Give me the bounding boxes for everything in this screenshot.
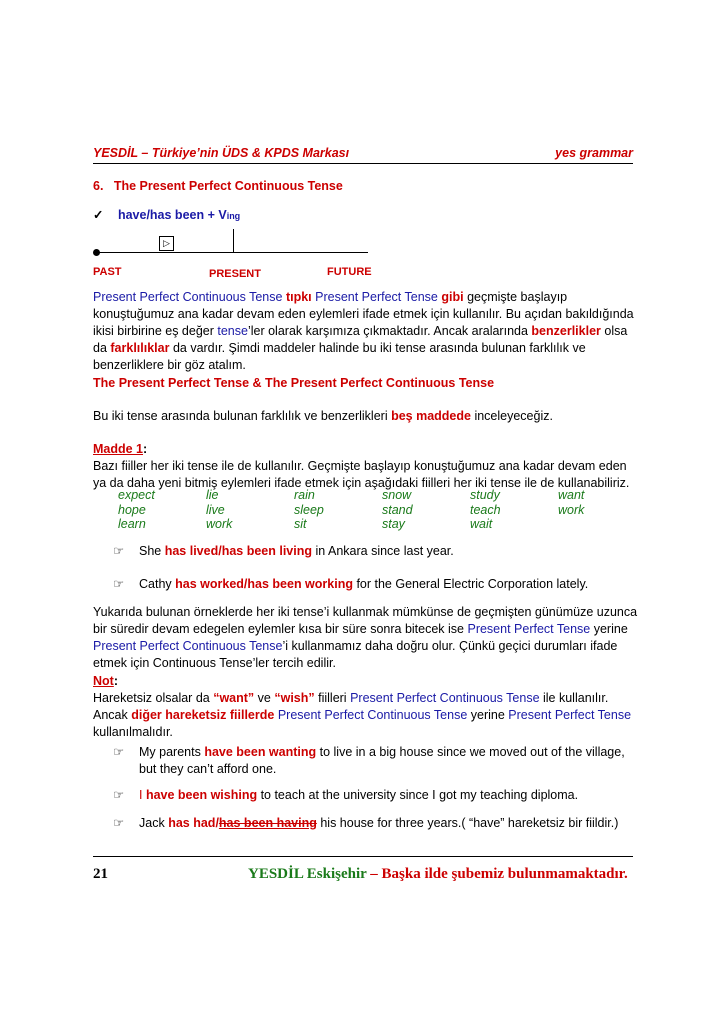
note-text: fiilleri bbox=[314, 691, 351, 705]
verb-cell: learn bbox=[118, 517, 146, 531]
compare-intro bbox=[93, 408, 638, 425]
example-text: for the General Electric Corporation lately. bbox=[352, 577, 589, 591]
footer-rule bbox=[93, 856, 633, 857]
pointing-hand-icon: ☞ bbox=[113, 816, 125, 830]
header-right-label: yes grammar bbox=[555, 146, 633, 160]
example-verb-highlight: have been wishing bbox=[145, 788, 258, 802]
note-text: kullanılmalıdır. bbox=[93, 725, 173, 739]
example-parents-wanting bbox=[113, 744, 633, 778]
verb-cell: sleep bbox=[294, 502, 324, 517]
header-brand: YESDİL bbox=[93, 146, 138, 160]
compare-intro-highlight: beş maddede bbox=[391, 409, 471, 423]
verb-cell: work bbox=[206, 517, 233, 531]
verb-cell: rain bbox=[294, 488, 315, 502]
note-text: yerine bbox=[467, 708, 509, 722]
intro-word-gibi: gibi bbox=[437, 290, 464, 304]
intro-word-tipki: tıpkı bbox=[282, 290, 316, 304]
intro-text-1: geçmişte başlayıp konuştuğumuz ana kadar devam eden eylemleri ifade etmek için kullanılır. Bu açıdan bakıldığında ikisi birbirine eş değer bbox=[93, 290, 634, 338]
section-number: 6. bbox=[93, 179, 104, 193]
explanation-term-ppt: Present Perfect Tense bbox=[467, 622, 591, 636]
explanation-text-3: ’i kullanmamız daha doğru olur. Çünkü geçici durumları ifade etmek için Continuous Tense’ler tercih edilir. bbox=[93, 639, 618, 670]
verb-cell: wait bbox=[470, 517, 493, 531]
example-verb-highlight: has had bbox=[168, 816, 216, 830]
intro-term-tense: tense bbox=[217, 324, 248, 338]
verb-row bbox=[118, 503, 638, 518]
verb-row bbox=[118, 488, 638, 503]
formula-line bbox=[93, 207, 240, 222]
note-label: Not bbox=[93, 674, 114, 688]
verb-table bbox=[118, 488, 638, 532]
example-cathy-worked bbox=[113, 576, 633, 593]
example-text: I bbox=[139, 788, 146, 802]
example-verb-highlight: has worked/has been working bbox=[175, 577, 353, 591]
explanation-text-2: yerine bbox=[590, 622, 628, 636]
verb-cell: stand bbox=[382, 502, 413, 517]
compare-title: The Present Perfect Tense & The Present Perfect Continuous Tense bbox=[93, 376, 495, 390]
example-verb-struck: has been having bbox=[218, 816, 317, 830]
header-tagline: – Türkiye’nin ÜDS & KPDS Markası bbox=[137, 146, 350, 160]
intro-text-3: olsa da bbox=[93, 324, 628, 355]
note-term-ppt: Present Perfect Tense bbox=[508, 708, 632, 722]
checkmark-icon: ✓ bbox=[93, 208, 104, 222]
madde-1-text: Bazı fiiller her iki tense ile de kullanılır. Geçmişte başlayıp konuştuğumuz ana kadar devam eden ya da daha yeni bitmiş eylemleri ifade etmek için aşağıdaki fiilleri her iki tense ile de kullanabiliriz. bbox=[93, 459, 630, 490]
explanation-text-1: Yukarıda bulunan örneklerde her iki tense’i kullanmak mümkünse de geçmişten günümüze uzunca bir süredir devam edegelen eylemler kısa bir süre sonra bitecek ise bbox=[93, 605, 638, 636]
timeline-present-label: PRESENT bbox=[209, 268, 261, 280]
page-header bbox=[93, 146, 633, 160]
intro-word-farkliliklar: farklılıklar bbox=[110, 341, 170, 355]
example-verb-highlight: has lived/has been living bbox=[164, 544, 312, 558]
verb-cell: sit bbox=[294, 517, 307, 531]
timeline-past-label: PAST bbox=[93, 266, 122, 278]
formula-subscript: ing bbox=[226, 211, 241, 221]
verb-cell: teach bbox=[470, 502, 501, 517]
note-block bbox=[93, 673, 638, 741]
note-highlight: diğer hareketsiz fiillerde bbox=[131, 708, 275, 722]
page-number: 21 bbox=[93, 866, 108, 882]
compare-intro-text-2: inceleyeceğiz. bbox=[470, 409, 553, 423]
intro-term-ppt: Present Perfect Tense bbox=[315, 290, 438, 304]
timeline-diagram bbox=[93, 226, 383, 286]
example-text: Jack bbox=[139, 816, 169, 830]
verb-cell: snow bbox=[382, 488, 412, 502]
example-slash: / bbox=[215, 816, 219, 830]
note-text: ve bbox=[254, 691, 275, 705]
verb-cell: expect bbox=[118, 488, 155, 502]
section-title-text: The Present Perfect Continuous Tense bbox=[113, 179, 343, 193]
footer-text bbox=[248, 866, 628, 883]
footer-brand: YESDİL Eskişehir bbox=[248, 866, 367, 882]
explanation-paragraph bbox=[93, 604, 638, 672]
timeline-future-label: FUTURE bbox=[327, 266, 372, 278]
example-jack-had bbox=[113, 815, 633, 832]
note-text: Hareketsiz olsalar da bbox=[93, 691, 214, 705]
example-text: My parents bbox=[139, 745, 205, 759]
note-word-want: “want” bbox=[213, 691, 255, 705]
note-term-ppct: Present Perfect Continuous Tense bbox=[350, 691, 540, 705]
verb-cell: hope bbox=[118, 502, 146, 517]
verb-cell: study bbox=[470, 488, 500, 502]
note-text: ile kullanılır. Ancak bbox=[93, 691, 609, 722]
timeline-present-marker bbox=[233, 229, 234, 253]
intro-text-2: ’ler olarak karşımıza çıkmaktadır. Ancak aralarında bbox=[247, 324, 532, 338]
verb-cell: want bbox=[558, 488, 585, 502]
example-she-lived bbox=[113, 543, 633, 560]
example-text: to teach at the university since I got my teaching diploma. bbox=[257, 788, 579, 802]
madde-1-block bbox=[93, 441, 638, 492]
pointing-hand-icon: ☞ bbox=[113, 745, 125, 759]
example-text: his house for three years.( “have” hareketsiz bir fiildir.) bbox=[316, 816, 619, 830]
example-text: She bbox=[139, 544, 165, 558]
verb-cell: stay bbox=[382, 517, 405, 531]
pointing-hand-icon: ☞ bbox=[113, 788, 125, 802]
madde-1-colon: : bbox=[143, 442, 148, 456]
pointing-hand-icon: ☞ bbox=[113, 577, 125, 591]
formula-text: have/has been + V bbox=[117, 208, 227, 222]
header-rule bbox=[93, 163, 633, 164]
verb-cell: work bbox=[558, 502, 585, 517]
example-text: Cathy bbox=[139, 577, 176, 591]
example-text: in Ankara since last year. bbox=[312, 544, 454, 558]
intro-paragraph bbox=[93, 289, 638, 374]
explanation-term-ppct: Present Perfect Continuous Tense bbox=[93, 639, 283, 653]
verb-cell: live bbox=[206, 502, 225, 517]
compare-intro-text-1: Bu iki tense arasında bulunan farklılık ve benzerlikleri bbox=[93, 409, 392, 423]
example-verb-highlight: have been wanting bbox=[204, 745, 317, 759]
intro-text-4: da vardır. Şimdi maddeler halinde bu iki tense arasında bulunan farklılık ve benzerliklere bir göz atalım. bbox=[93, 341, 586, 372]
pointing-hand-icon: ☞ bbox=[113, 544, 125, 558]
verb-cell: lie bbox=[206, 488, 219, 502]
footer-notice: – Başka ilde şubemiz bulunmamaktadır. bbox=[366, 866, 628, 882]
madde-1-label: Madde 1 bbox=[93, 442, 144, 456]
timeline-axis bbox=[96, 252, 368, 253]
example-text: to live in a big house since we moved out of the village, but they can’t afford one. bbox=[139, 745, 625, 776]
note-colon: : bbox=[113, 674, 118, 688]
example-i-wishing bbox=[113, 787, 633, 804]
verb-row bbox=[118, 517, 638, 532]
intro-term-ppct: Present Perfect Continuous Tense bbox=[93, 290, 283, 304]
section-title bbox=[93, 179, 343, 193]
intro-word-benzerlikler: benzerlikler bbox=[531, 324, 601, 338]
note-word-wish: “wish” bbox=[274, 691, 315, 705]
note-term-ppct: Present Perfect Continuous Tense bbox=[277, 708, 468, 722]
play-box-icon: ▷ bbox=[159, 236, 174, 251]
